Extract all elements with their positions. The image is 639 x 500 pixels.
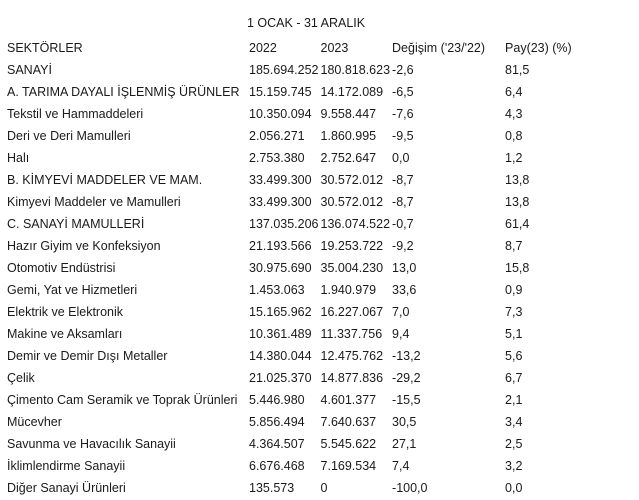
- share-cell: 5,6: [505, 349, 523, 363]
- value-2022-cell: 14.380.044: [249, 349, 312, 363]
- value-2022-cell: 21.025.370: [249, 371, 312, 385]
- share-cell: 7,3: [505, 305, 523, 319]
- value-2023-cell: 30.572.012: [320, 173, 384, 187]
- change-cell: -2,6: [392, 63, 414, 77]
- table-row: [5, 345, 623, 367]
- sector-name-cell: SANAYİ: [7, 63, 52, 77]
- table-row: [5, 125, 623, 147]
- table-row: [5, 81, 623, 103]
- value-2023-cell: 14.877.836: [320, 371, 384, 385]
- change-cell: 27,1: [392, 437, 417, 451]
- change-cell: -13,2: [392, 349, 421, 363]
- value-2023-cell: 30.572.012: [320, 195, 384, 209]
- sector-name-cell: C. SANAYİ MAMULLERİ: [7, 217, 145, 231]
- sector-name-cell: İklimlendirme Sanayii: [7, 459, 126, 473]
- table-row: [5, 367, 623, 389]
- change-cell: -7,6: [392, 107, 414, 121]
- value-2023-cell: 7.640.637: [320, 415, 377, 429]
- value-2022-cell: 137.035.206: [249, 217, 319, 231]
- column-header-share: Pay(23) (%): [505, 41, 572, 55]
- value-2023-cell: 14.172.089: [320, 85, 384, 99]
- share-cell: 6,4: [505, 85, 523, 99]
- sector-name-cell: Savunma ve Havacılık Sanayii: [7, 437, 176, 451]
- value-2023-cell: 1.860.995: [320, 129, 377, 143]
- period-header: 1 OCAK - 31 ARALIK: [247, 16, 366, 30]
- change-cell: 13,0: [392, 261, 417, 275]
- share-cell: 3,2: [505, 459, 523, 473]
- value-2022-cell: 15.165.962: [249, 305, 312, 319]
- value-2023-cell: 180.818.623: [320, 63, 391, 77]
- sector-name-cell: Diğer Sanayi Ürünleri: [7, 481, 126, 495]
- value-2022-cell: 185.694.252: [249, 63, 319, 77]
- share-cell: 2,1: [505, 393, 523, 407]
- table-row: [5, 323, 623, 345]
- sector-name-cell: B. KİMYEVİ MADDELER VE MAM.: [7, 173, 203, 187]
- value-2023-cell: 16.227.067: [320, 305, 384, 319]
- value-2023-cell: 11.337.756: [320, 327, 383, 341]
- sector-name-cell: Çimento Cam Seramik ve Toprak Ürünleri: [7, 393, 238, 407]
- value-2022-cell: 33.499.300: [249, 195, 312, 209]
- value-2022-cell: 2.056.271: [249, 129, 305, 143]
- table-row: [5, 455, 623, 477]
- share-cell: 0,8: [505, 129, 523, 143]
- table-row: [5, 411, 623, 433]
- sector-name-cell: Halı: [7, 151, 30, 165]
- value-2022-cell: 33.499.300: [249, 173, 312, 187]
- table-row: [5, 235, 623, 257]
- table-header-row: [5, 37, 623, 59]
- table-row: [5, 301, 623, 323]
- sector-export-table: [5, 37, 623, 499]
- table-row: [5, 477, 623, 499]
- table-row: [5, 257, 623, 279]
- value-2022-cell: 5.446.980: [249, 393, 305, 407]
- value-2022-cell: 5.856.494: [249, 415, 305, 429]
- table-row: [5, 103, 623, 125]
- change-cell: 7,0: [392, 305, 410, 319]
- share-cell: 61,4: [505, 217, 530, 231]
- value-2023-cell: 12.475.762: [320, 349, 384, 363]
- share-cell: 6,7: [505, 371, 523, 385]
- value-2022-cell: 2.753.380: [249, 151, 305, 165]
- value-2023-cell: 0: [320, 481, 328, 495]
- table-row: [5, 147, 623, 169]
- value-2022-cell: 6.676.468: [249, 459, 305, 473]
- change-cell: -9,5: [392, 129, 414, 143]
- sector-name-cell: Mücevher: [7, 415, 62, 429]
- value-2022-cell: 10.361.489: [249, 327, 312, 341]
- change-cell: -15,5: [392, 393, 421, 407]
- sector-name-cell: Çelik: [7, 371, 35, 385]
- sector-name-cell: A. TARIMA DAYALI İŞLENMİŞ ÜRÜNLER: [7, 85, 240, 99]
- table-row: [5, 389, 623, 411]
- share-cell: 13,8: [505, 195, 530, 209]
- column-header-2023: 2023: [320, 41, 349, 55]
- change-cell: -8,7: [392, 195, 414, 209]
- share-cell: 3,4: [505, 415, 523, 429]
- share-cell: 1,2: [505, 151, 523, 165]
- change-cell: -29,2: [392, 371, 421, 385]
- table-row: [5, 279, 623, 301]
- change-cell: 30,5: [392, 415, 417, 429]
- value-2022-cell: 15.159.745: [249, 85, 312, 99]
- value-2022-cell: 30.975.690: [249, 261, 312, 275]
- value-2023-cell: 9.558.447: [320, 107, 377, 121]
- sector-name-cell: Elektrik ve Elektronik: [7, 305, 124, 319]
- sector-name-cell: Hazır Giyim ve Konfeksiyon: [7, 239, 161, 253]
- column-header-sector: SEKTÖRLER: [7, 41, 83, 55]
- sector-name-cell: Tekstil ve Hammaddeleri: [7, 107, 144, 121]
- table-body: [5, 59, 623, 499]
- table-row: [5, 191, 623, 213]
- sector-name-cell: Demir ve Demir Dışı Metaller: [7, 349, 168, 363]
- share-cell: 5,1: [505, 327, 523, 341]
- table-row: [5, 433, 623, 455]
- sector-name-cell: Gemi, Yat ve Hizmetleri: [7, 283, 138, 297]
- share-cell: 15,8: [505, 261, 530, 275]
- share-cell: 8,7: [505, 239, 523, 253]
- value-2023-cell: 5.545.622: [320, 437, 377, 451]
- table-row: [5, 59, 623, 81]
- value-2023-cell: 136.074.522: [320, 217, 391, 231]
- value-2022-cell: 1.453.063: [249, 283, 305, 297]
- change-cell: 7,4: [392, 459, 410, 473]
- change-cell: -0,7: [392, 217, 414, 231]
- sector-name-cell: Deri ve Deri Mamulleri: [7, 129, 131, 143]
- value-2023-cell: 1.940.979: [320, 283, 377, 297]
- column-header-change: Değişim ('23/'22): [392, 41, 486, 55]
- value-2022-cell: 135.573: [249, 481, 295, 495]
- share-cell: 4,3: [505, 107, 523, 121]
- share-cell: 0,0: [505, 481, 523, 495]
- share-cell: 81,5: [505, 63, 530, 77]
- sector-name-cell: Kimyevi Maddeler ve Mamulleri: [7, 195, 181, 209]
- change-cell: 9,4: [392, 327, 410, 341]
- value-2023-cell: 7.169.534: [320, 459, 377, 473]
- share-cell: 13,8: [505, 173, 530, 187]
- change-cell: -100,0: [392, 481, 428, 495]
- share-cell: 2,5: [505, 437, 523, 451]
- sector-name-cell: Makine ve Aksamları: [7, 327, 123, 341]
- table-row: [5, 169, 623, 191]
- change-cell: 33,6: [392, 283, 417, 297]
- column-header-2022: 2022: [249, 41, 277, 55]
- change-cell: -8,7: [392, 173, 414, 187]
- value-2023-cell: 19.253.722: [320, 239, 384, 253]
- change-cell: -9,2: [392, 239, 414, 253]
- value-2022-cell: 10.350.094: [249, 107, 312, 121]
- value-2022-cell: 21.193.566: [249, 239, 312, 253]
- value-2023-cell: 2.752.647: [320, 151, 377, 165]
- share-cell: 0,9: [505, 283, 523, 297]
- change-cell: -6,5: [392, 85, 414, 99]
- change-cell: 0,0: [392, 151, 410, 165]
- sector-name-cell: Otomotiv Endüstrisi: [7, 261, 116, 275]
- value-2023-cell: 4.601.377: [320, 393, 377, 407]
- value-2023-cell: 35.004.230: [320, 261, 384, 275]
- value-2022-cell: 4.364.507: [249, 437, 305, 451]
- table-row: [5, 213, 623, 235]
